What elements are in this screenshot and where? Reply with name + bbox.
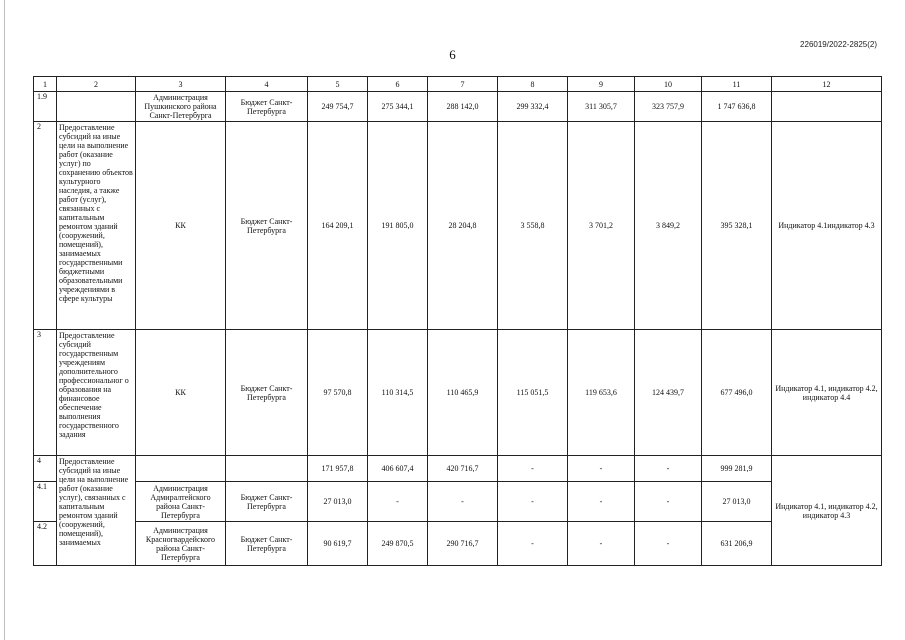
value-cell: 288 142,0 <box>428 92 498 122</box>
value-cell: 311 305,7 <box>568 92 635 122</box>
value-cell: 275 344,1 <box>368 92 428 122</box>
row-number: 4.2 <box>34 522 57 566</box>
row-description: Предоставление субсидий на иные цели на выполнение работ (оказание услуг) по сохранению объектов культурного наследия, а также работ (услуг), связанных с капитальным ремонтом зданий (сооружений, помещений), занимаемых государственными бюджетными образовательными учреждениями в сфере культуры <box>57 122 136 330</box>
row-number: 3 <box>34 330 57 456</box>
value-cell: 110 465,9 <box>428 330 498 456</box>
row-number: 4 <box>34 456 57 482</box>
value-cell: - <box>498 482 568 522</box>
table-row <box>34 330 882 456</box>
value-cell: 406 607,4 <box>368 456 428 482</box>
executor-cell: Администрация Пушкинского района Санкт-Петербурга <box>136 92 226 122</box>
column-number: 3 <box>136 77 226 92</box>
funding-source-cell: Бюджет Санкт-Петербурга <box>226 522 308 566</box>
scan-edge-line <box>4 0 5 640</box>
column-number: 9 <box>568 77 635 92</box>
value-cell: - <box>635 456 702 482</box>
column-number: 12 <box>772 77 882 92</box>
program-table <box>33 76 882 566</box>
column-number: 7 <box>428 77 498 92</box>
total-cell: 631 206,9 <box>702 522 772 566</box>
value-cell: - <box>635 522 702 566</box>
column-number: 11 <box>702 77 772 92</box>
value-cell: 3 849,2 <box>635 122 702 330</box>
value-cell: 164 209,1 <box>308 122 368 330</box>
funding-source-cell: Бюджет Санкт-Петербурга <box>226 122 308 330</box>
executor-cell <box>136 456 226 482</box>
total-cell: 395 328,1 <box>702 122 772 330</box>
column-number: 8 <box>498 77 568 92</box>
row-description <box>57 92 136 122</box>
row-number: 4.1 <box>34 482 57 522</box>
value-cell: 90 619,7 <box>308 522 368 566</box>
indicator-cell: Индикатор 4.1индикатор 4.3 <box>772 122 882 330</box>
total-cell: 677 496,0 <box>702 330 772 456</box>
value-cell: - <box>635 482 702 522</box>
indicator-cell: Индикатор 4.1, индикатор 4.2, индикатор 4.3 <box>772 456 882 566</box>
funding-source-cell: Бюджет Санкт-Петербурга <box>226 482 308 522</box>
table-row <box>34 456 882 482</box>
table-row <box>34 482 882 522</box>
value-cell: 290 716,7 <box>428 522 498 566</box>
total-cell: 999 281,9 <box>702 456 772 482</box>
executor-cell: Администрация Красногвардейского района Санкт-Петербурга <box>136 522 226 566</box>
value-cell: - <box>568 482 635 522</box>
value-cell: 28 204,8 <box>428 122 498 330</box>
total-cell: 27 013,0 <box>702 482 772 522</box>
column-number: 10 <box>635 77 702 92</box>
value-cell: 249 754,7 <box>308 92 368 122</box>
funding-source-cell: Бюджет Санкт-Петербурга <box>226 92 308 122</box>
row-description: Предоставление субсидий на иные цели на выполнение работ (оказание услуг), связанных с капитальным ремонтом зданий (сооружений, помещений), занимаемых <box>57 456 136 566</box>
table-row <box>34 92 882 122</box>
value-cell: 420 716,7 <box>428 456 498 482</box>
indicator-cell <box>772 92 882 122</box>
value-cell: - <box>368 482 428 522</box>
column-number: 2 <box>57 77 136 92</box>
value-cell: 110 314,5 <box>368 330 428 456</box>
value-cell: 3 558,8 <box>498 122 568 330</box>
column-number: 1 <box>34 77 57 92</box>
document-id: 226019/2022-2825(2) <box>800 40 877 49</box>
total-cell: 1 747 636,8 <box>702 92 772 122</box>
value-cell: 171 957,8 <box>308 456 368 482</box>
value-cell: 323 757,9 <box>635 92 702 122</box>
value-cell: 97 570,8 <box>308 330 368 456</box>
value-cell: 119 653,6 <box>568 330 635 456</box>
column-number: 5 <box>308 77 368 92</box>
executor-cell: КК <box>136 330 226 456</box>
value-cell: 299 332,4 <box>498 92 568 122</box>
value-cell: - <box>568 522 635 566</box>
funding-source-cell <box>226 456 308 482</box>
indicator-cell: Индикатор 4.1, индикатор 4.2, индикатор 4.4 <box>772 330 882 456</box>
value-cell: 3 701,2 <box>568 122 635 330</box>
table-row <box>34 522 882 566</box>
funding-source-cell: Бюджет Санкт-Петербурга <box>226 330 308 456</box>
row-number: 1.9 <box>34 92 57 122</box>
value-cell: 124 439,7 <box>635 330 702 456</box>
value-cell: 115 051,5 <box>498 330 568 456</box>
table-row <box>34 122 882 330</box>
row-description: Предоставление субсидий государственным учреждениям дополнительного профессиональног о образования на финансовое обеспечение выполнения государственного задания <box>57 330 136 456</box>
value-cell: 249 870,5 <box>368 522 428 566</box>
value-cell: 191 805,0 <box>368 122 428 330</box>
value-cell: - <box>568 456 635 482</box>
executor-cell: Администрация Адмиралтейского района Санкт-Петербурга <box>136 482 226 522</box>
column-number-row <box>34 77 882 92</box>
row-number: 2 <box>34 122 57 330</box>
value-cell: 27 013,0 <box>308 482 368 522</box>
column-number: 4 <box>226 77 308 92</box>
page-number: 6 <box>449 47 456 62</box>
executor-cell: КК <box>136 122 226 330</box>
value-cell: - <box>428 482 498 522</box>
value-cell: - <box>498 522 568 566</box>
value-cell: - <box>498 456 568 482</box>
column-number: 6 <box>368 77 428 92</box>
